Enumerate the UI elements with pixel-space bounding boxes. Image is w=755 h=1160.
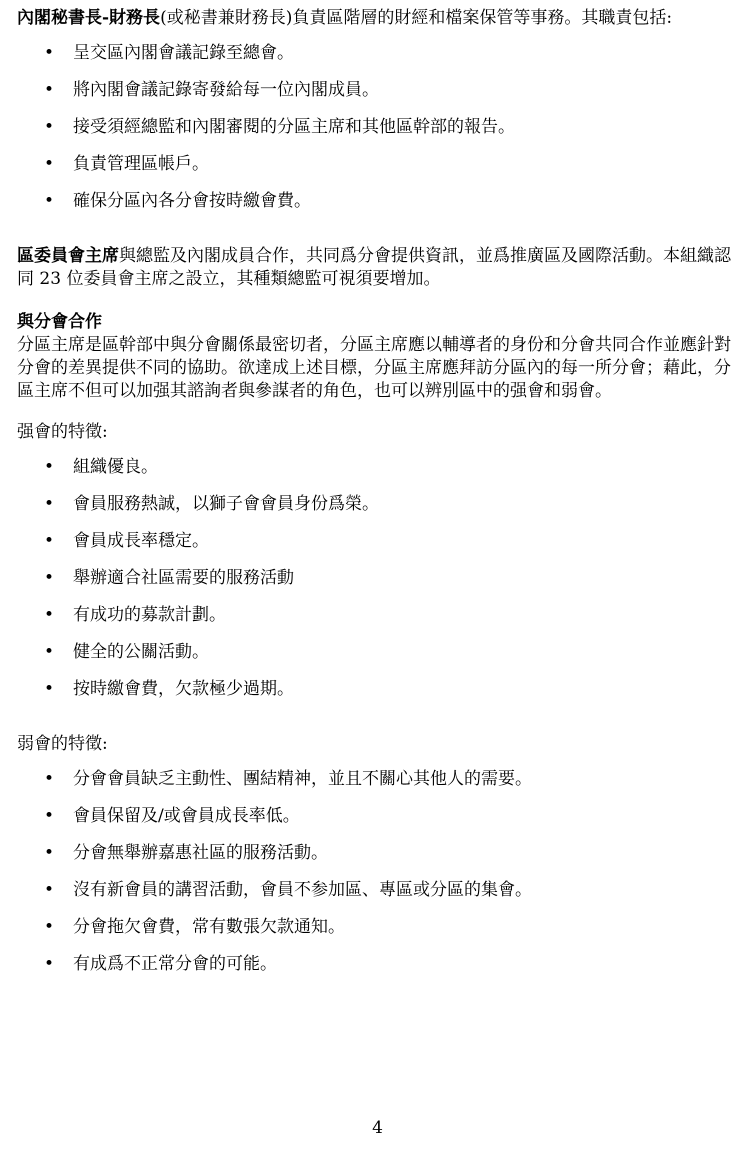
bullet-icon: • (44, 605, 55, 625)
list-item: • 組織優良。 (44, 457, 158, 477)
section-heading: 區委員會主席 (17, 246, 119, 266)
strong-club-list (17, 456, 739, 701)
bullet-icon: • (44, 843, 55, 863)
list-item: • 呈交區內閣會議記錄至總會。 (44, 43, 294, 63)
list-item: • 健全的公關活動。 (44, 642, 209, 662)
list-item: • 會員成長率穩定。 (44, 531, 209, 551)
duties-list (17, 42, 739, 213)
page-number: 4 (372, 1118, 383, 1138)
bullet-icon: • (44, 917, 55, 937)
bullet-icon: • (44, 679, 55, 699)
bullet-icon: • (44, 494, 55, 514)
bullet-icon: • (44, 154, 55, 174)
list-item: • 將內閣會議記錄寄發給每一位內閣成員。 (44, 80, 379, 100)
list-item: • 有成爲不正常分會的可能。 (44, 954, 277, 974)
section-cabinet-secretary-treasurer (17, 7, 739, 30)
bullet-icon: • (44, 880, 55, 900)
list-item: • 會員保留及/或會員成長率低。 (44, 806, 300, 826)
list-item: • 分會拖欠會費，常有數張欠款通知。 (44, 917, 345, 937)
list-item: • 有成功的募款計劃。 (44, 605, 226, 625)
strong-club-title: 强會的特徵: (17, 422, 108, 442)
list-item: • 分會會員缺乏主動性、團結精神，並且不關心其他人的需要。 (44, 769, 532, 789)
list-item: • 沒有新會員的講習活動，會員不参加區、專區或分區的集會。 (44, 880, 532, 900)
document-page (17, 7, 739, 990)
list-item: • 分會無舉辦嘉惠社區的服務活動。 (44, 843, 328, 863)
bullet-icon: • (44, 769, 55, 789)
bullet-icon: • (44, 457, 55, 477)
list-item: • 負責管理區帳戶。 (44, 154, 209, 174)
bullet-icon: • (44, 80, 55, 100)
section-district-committee-chair (17, 245, 739, 291)
list-item: • 舉辦適合社區需要的服務活動 (44, 568, 294, 588)
list-item: • 確保分區內各分會按時繳會費。 (44, 191, 311, 211)
section-heading: 與分會合作 (17, 312, 102, 332)
list-item: • 按時繳會費，欠款極少過期。 (44, 679, 294, 699)
section-text: 與總監及內閣成員合作，共同爲分會提供資訊，並爲推廣區及國際活動。本組織認同 23 位委員會主席之設立，其種類總監可視須要增加。 (17, 246, 731, 289)
list-item: • 會員服務熱誠，以獅子會會員身份爲榮。 (44, 494, 379, 514)
list-item: • 接受須經總監和內閣審閱的分區主席和其他區幹部的報告。 (44, 117, 515, 137)
section-text: 分區主席是區幹部中與分會關係最密切者，分區主席應以輔導者的身份和分會共同合作並應針對分會的差異提供不同的協助。欲達成上述目標，分區主席應拜訪分區內的每一所分會；藉此，分區主席不但可以加强其諮詢者與參謀者的角色，也可以辨別區中的强會和弱會。 (17, 335, 731, 401)
weak-club-title: 弱會的特徵: (17, 734, 108, 754)
bullet-icon: • (44, 191, 55, 211)
bullet-icon: • (44, 43, 55, 63)
section-text: (或秘書兼財務長)負責區階層的財經和檔案保管等事務。其職責包括: (160, 8, 673, 28)
weak-club-list (17, 768, 739, 976)
bullet-icon: • (44, 531, 55, 551)
section-heading: 內閣秘書長-財務長 (17, 8, 161, 28)
bullet-icon: • (44, 806, 55, 826)
bullet-icon: • (44, 568, 55, 588)
bullet-icon: • (44, 642, 55, 662)
bullet-icon: • (44, 117, 55, 137)
bullet-icon: • (44, 954, 55, 974)
